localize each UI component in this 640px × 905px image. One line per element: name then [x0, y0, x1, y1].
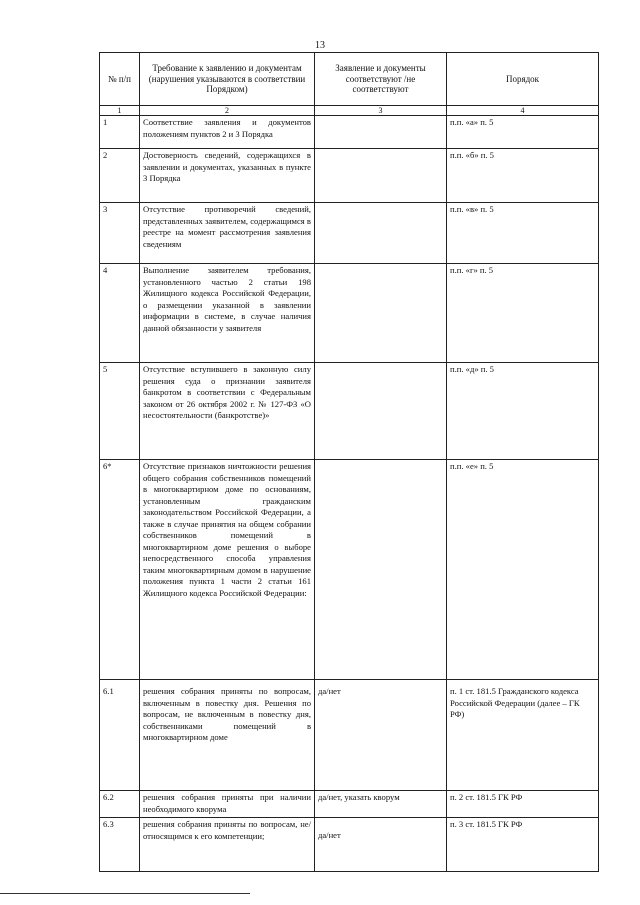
row-number: 6.2: [100, 791, 140, 818]
row-requirement: решения собрания приняты по вопросам, не/относящимся к его компетенции;: [140, 818, 315, 872]
row-number: 1: [100, 116, 140, 149]
row-number: 6*: [100, 460, 140, 680]
row-compliance: [315, 460, 447, 680]
requirements-table: [99, 52, 599, 872]
row-number: 6.3: [100, 818, 140, 872]
row-order: п. 1 ст. 181.5 Гражданского кодекса Российской Федерации (далее – ГК РФ): [447, 680, 599, 791]
row-compliance: да/нет: [315, 680, 447, 791]
table-row: [100, 791, 599, 818]
row-number: 2: [100, 149, 140, 203]
row-requirement: решения собрания приняты по вопросам, включенным в повестку дня. Решения по вопросам, не включенным в повестку дня, собственниками помещений в многоквартирном доме: [140, 680, 315, 791]
header-requirement: Требование к заявлению и документам (нарушения указываются в соответствии Порядком): [140, 53, 315, 106]
row-requirement: Отсутствие вступившего в законную силу решения суда о признании заявителя банкротом в соответствии с Федеральным законом от 26 октября 2002 г. № 127-ФЗ «О несостоятельности (банкротстве)»: [140, 363, 315, 460]
row-order: п.п. «д» п. 5: [447, 363, 599, 460]
row-order: п. 2 ст. 181.5 ГК РФ: [447, 791, 599, 818]
column-number: 1: [100, 106, 140, 116]
row-order: п. 3 ст. 181.5 ГК РФ: [447, 818, 599, 872]
row-compliance: [315, 363, 447, 460]
header-no: № п/п: [100, 53, 140, 106]
row-number: 5: [100, 363, 140, 460]
table-row: [100, 149, 599, 203]
column-number-row: [100, 106, 599, 116]
table-row: [100, 363, 599, 460]
row-order: п.п. «г» п. 5: [447, 264, 599, 363]
row-number: 3: [100, 203, 140, 264]
header-compliance: Заявление и документы соответствуют /не соответствуют: [315, 53, 447, 106]
row-compliance: [315, 149, 447, 203]
row-order: п.п. «б» п. 5: [447, 149, 599, 203]
row-order: п.п. «а» п. 5: [447, 116, 599, 149]
row-requirement: Отсутствие признаков ничтожности решения общего собрания собственников помещений в многоквартирном доме по основаниям, установленным гражданским законодательством Российской Федерации, а также в случае принятия на общем собрании собственников помещений в многоквартирном доме решения о выборе непосредственного способа управления таким многоквартирным домом в нарушение положения пункта 1 части 2 статьи 161 Жилищного кодекса Российской Федерации:: [140, 460, 315, 680]
row-compliance: [315, 116, 447, 149]
row-number: 4: [100, 264, 140, 363]
row-compliance: [315, 203, 447, 264]
table-header-row: [100, 53, 599, 106]
column-number: 4: [447, 106, 599, 116]
row-compliance: да/нет: [315, 818, 447, 872]
column-number: 3: [315, 106, 447, 116]
row-requirement: Достоверность сведений, содержащихся в заявлении и документах, указанных в пункте 3 Порядка: [140, 149, 315, 203]
page-number: 13: [315, 40, 325, 51]
table-row: [100, 264, 599, 363]
row-requirement: Соответствие заявления и документов положениям пунктов 2 и 3 Порядка: [140, 116, 315, 149]
row-requirement: решения собрания приняты при наличии необходимого кворума: [140, 791, 315, 818]
row-requirement: Выполнение заявителем требования, установленного частью 2 статьи 198 Жилищного кодекса Российской Федерации, о размещении указанной в заявлении информации в системе, в случае наличия данной обязанности у заявителя: [140, 264, 315, 363]
row-compliance: да/нет, указать кворум: [315, 791, 447, 818]
header-order: Порядок: [447, 53, 599, 106]
footnote-divider: [0, 893, 250, 894]
table-row: [100, 818, 599, 872]
row-requirement: Отсутствие противоречий сведений, представленных заявителем, содержащимся в реестре на момент рассмотрения заявления сведениям: [140, 203, 315, 264]
column-number: 2: [140, 106, 315, 116]
table-row: [100, 203, 599, 264]
row-order: п.п. «в» п. 5: [447, 203, 599, 264]
row-number: 6.1: [100, 680, 140, 791]
row-order: п.п. «е» п. 5: [447, 460, 599, 680]
table-row: [100, 460, 599, 680]
table-row: [100, 680, 599, 791]
row-compliance: [315, 264, 447, 363]
table-row: [100, 116, 599, 149]
